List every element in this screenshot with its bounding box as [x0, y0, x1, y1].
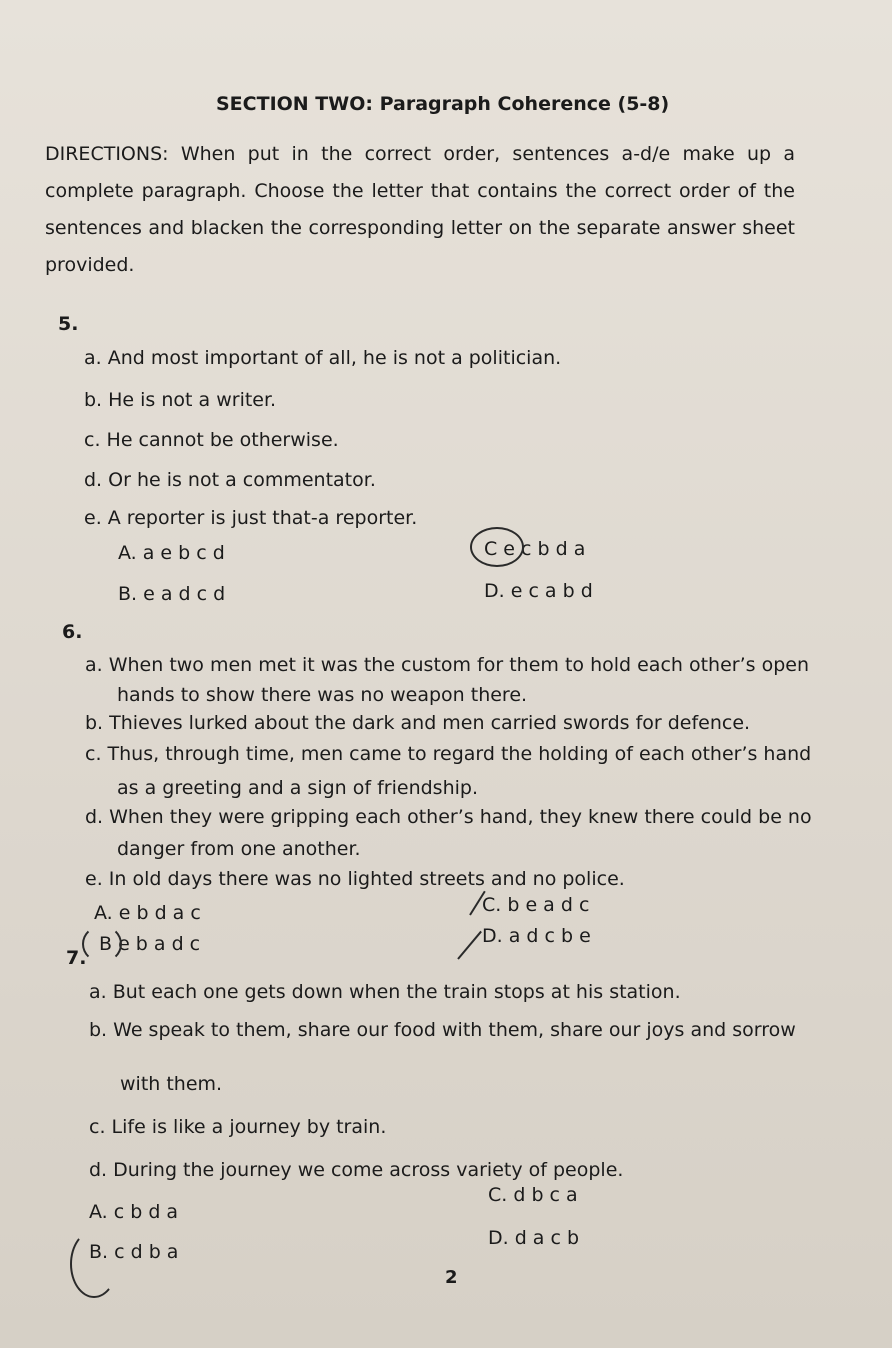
- q6-sentence-b: b. Thieves lurked about the dark and men carried swords for defence.: [85, 712, 751, 734]
- q6-circled-mark: [82, 925, 122, 963]
- section-title: SECTION TWO: Paragraph Coherence (5-8): [216, 93, 670, 115]
- question-6-number: 6.: [62, 621, 83, 643]
- q6-option-d[interactable]: D. a d c b e: [482, 925, 591, 947]
- q6-sentence-a-line2: hands to show there was no weapon there.: [117, 684, 528, 706]
- q5-option-a[interactable]: A. a e b c d: [118, 542, 225, 564]
- q5-sentence-a: a. And most important of all, he is not a politician.: [84, 347, 562, 369]
- q7-sentence-a: a. But each one gets down when the train stops at his station.: [89, 981, 681, 1003]
- directions-paragraph: DIRECTIONS: When put in the correct order, sentences a-d/e make up a complete paragraph. Choose the letter that contains the correct order of the sentences and blacken the corresponding letter on the separate answer sheet provided.: [45, 143, 795, 276]
- q6-sentence-a-line1: a. When two men met it was the custom for them to hold each other’s open: [85, 654, 809, 676]
- question-7-number: 7.: [66, 947, 87, 969]
- q7-sentence-b-line2: with them.: [120, 1073, 223, 1095]
- q5-option-b[interactable]: B. e a d c d: [118, 583, 226, 605]
- q6-option-c[interactable]: C. b e a d c: [482, 894, 590, 916]
- q7-option-b[interactable]: B. c d b a: [89, 1241, 179, 1263]
- page-number: 2: [445, 1267, 458, 1288]
- q7-option-d[interactable]: D. d a c b: [488, 1227, 580, 1249]
- q7-circled-mark: [70, 1230, 118, 1298]
- question-5-number: 5.: [58, 313, 79, 335]
- q5-option-d[interactable]: D. e c a b d: [484, 580, 593, 602]
- q7-option-a[interactable]: A. c b d a: [89, 1201, 179, 1223]
- q7-sentence-c: c. Life is like a journey by train.: [89, 1116, 387, 1138]
- q5-option-c[interactable]: C e c b d a: [484, 538, 586, 560]
- q6-sentence-d-line1: d. When they were gripping each other’s hand, they knew there could be no: [85, 806, 812, 828]
- q5-circled-mark: [470, 527, 524, 567]
- q5-sentence-b: b. He is not a writer.: [84, 389, 277, 411]
- q5-sentence-e: e. A reporter is just that-a reporter.: [84, 507, 418, 529]
- q5-sentence-c: c. He cannot be otherwise.: [84, 429, 339, 451]
- q6-option-d-pen-stroke: [457, 931, 482, 960]
- q6-sentence-c-line1: c. Thus, through time, men came to regard the holding of each other’s hand: [85, 743, 812, 765]
- q6-sentence-d-line2: danger from one another.: [117, 838, 361, 860]
- q6-option-b[interactable]: B e b a d c: [99, 933, 201, 955]
- q6-option-a[interactable]: A. e b d a c: [94, 902, 201, 924]
- q7-option-c[interactable]: C. d b c a: [488, 1184, 578, 1206]
- q7-sentence-b-line1: b. We speak to them, share our food with them, share our joys and sorrow: [89, 1019, 796, 1041]
- q6-sentence-c-line2: as a greeting and a sign of friendship.: [117, 777, 478, 799]
- q5-sentence-d: d. Or he is not a commentator.: [84, 469, 376, 491]
- q6-sentence-e: e. In old days there was no lighted streets and no police.: [85, 868, 625, 890]
- q7-sentence-d: d. During the journey we come across variety of people.: [89, 1159, 624, 1181]
